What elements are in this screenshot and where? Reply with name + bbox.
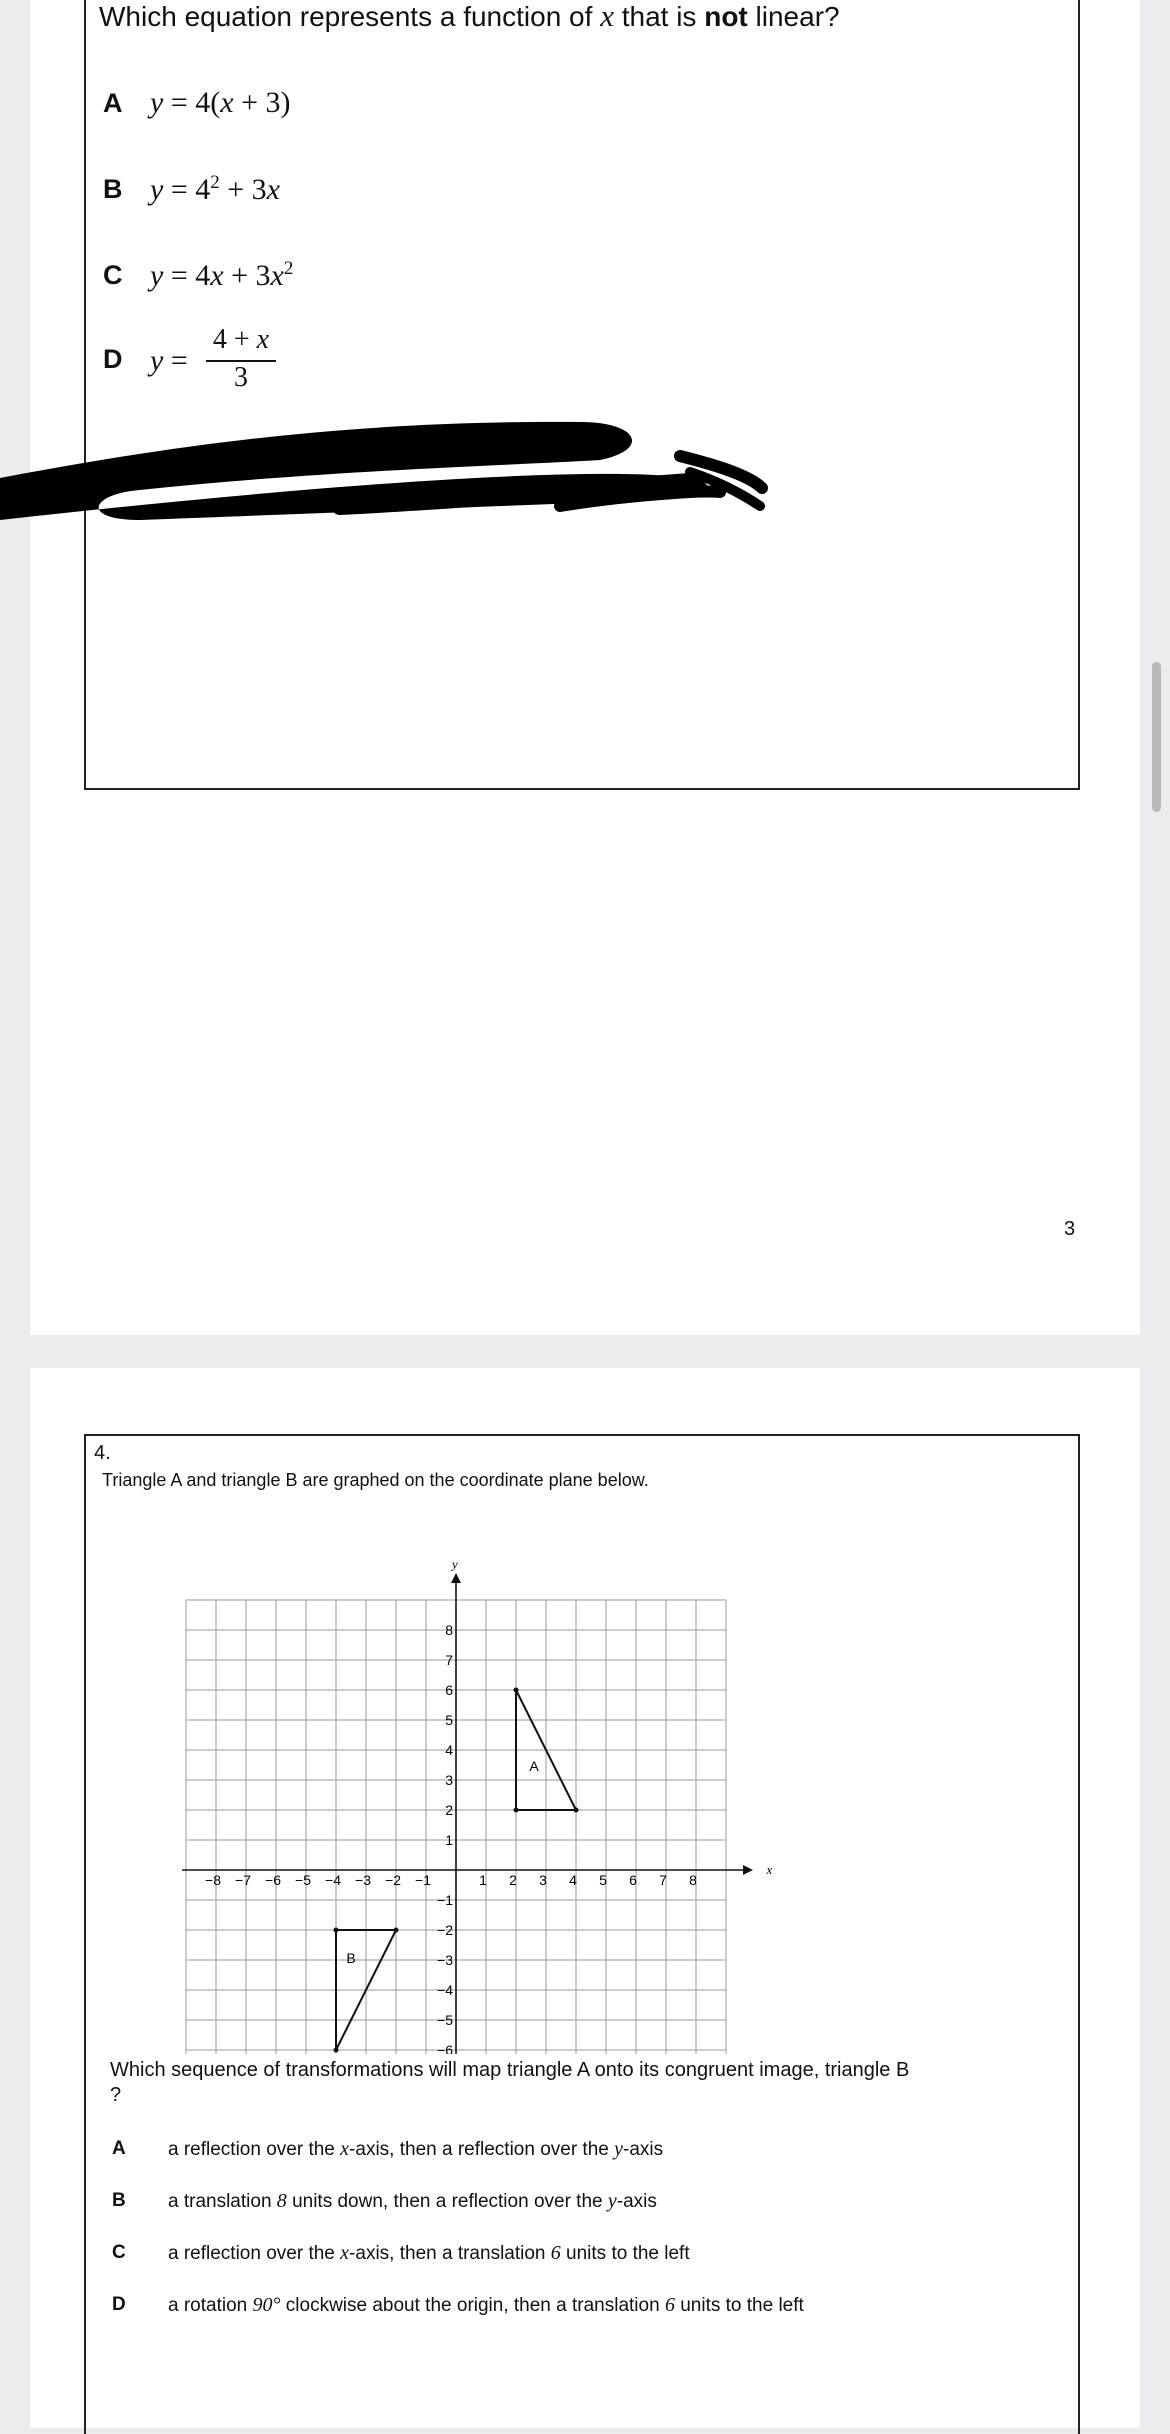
triangle-b-label: B — [346, 1950, 356, 1966]
option-b-equation: $y = 4^2 + 3x$ — [150, 172, 280, 206]
title-middle: that is — [613, 1, 705, 32]
y-tick-label: −1 — [437, 1892, 453, 1908]
x-tick-label: 3 — [539, 1872, 547, 1888]
option-a-equation: y = 4(x + 3) — [150, 86, 291, 119]
title-variable: x — [600, 0, 614, 33]
question-prompt: Which sequence of transformations will map triangle A onto its congruent image, triangle B ? — [110, 2059, 910, 2106]
y-tick-label: 1 — [445, 1832, 453, 1848]
answer-c-text: a reflection over the x-axis, then a translation 6 units to the left — [168, 2242, 690, 2264]
x-tick-label: 1 — [479, 1872, 487, 1888]
scrollbar-thumb[interactable] — [1152, 662, 1161, 812]
y-tick-label: 2 — [445, 1802, 453, 1818]
x-axis-label: x — [766, 1862, 773, 1877]
x-tick-label: 4 — [569, 1872, 577, 1888]
x-tick-label: −8 — [205, 1872, 221, 1888]
x-tick-label: −2 — [385, 1872, 401, 1888]
page-2 — [30, 1368, 1140, 2428]
answer-d-letter: D — [112, 2294, 126, 2315]
question-4-box — [84, 1434, 1080, 2434]
x-tick-label: −6 — [265, 1872, 281, 1888]
y-tick-label: 5 — [445, 1712, 453, 1728]
triangle-a-vertex — [574, 1808, 579, 1813]
y-tick-label: −6 — [437, 2042, 453, 2054]
x-tick-label: −4 — [325, 1872, 341, 1888]
question-3-box — [84, 0, 1080, 790]
x-tick-label: 7 — [659, 1872, 667, 1888]
answer-c-letter: C — [112, 2242, 126, 2263]
y-tick-label: 4 — [445, 1742, 453, 1758]
coordinate-plane — [182, 1554, 782, 2054]
x-tick-label: 6 — [629, 1872, 637, 1888]
y-tick-label: −4 — [437, 1982, 453, 1998]
x-axis-arrow-right — [743, 1865, 753, 1875]
answer-a-text: a reflection over the x-axis, then a reflection over the y-axis — [168, 2138, 664, 2160]
answer-b-text: a translation 8 units down, then a reflection over the y-axis — [168, 2190, 657, 2212]
y-tick-label: 8 — [445, 1622, 453, 1638]
answer-a-letter: A — [112, 2138, 126, 2159]
answer-d-text: a rotation 90° clockwise about the origin, then a translation 6 units to the left — [168, 2294, 804, 2316]
y-tick-label: −5 — [437, 2012, 453, 2028]
answer-b-letter: B — [112, 2190, 126, 2211]
x-tick-label: 2 — [509, 1872, 517, 1888]
title-emphasis: not — [704, 1, 748, 32]
y-tick-label: −2 — [437, 1922, 453, 1938]
triangle-b-vertex — [334, 1928, 339, 1933]
y-tick-label: −3 — [437, 1952, 453, 1968]
page-number: 3 — [1064, 1218, 1076, 1240]
tick-labels — [205, 1622, 697, 2054]
y-tick-label: 6 — [445, 1682, 453, 1698]
axes — [182, 1557, 773, 2055]
y-tick-label: 3 — [445, 1772, 453, 1788]
option-d-lhs: y = — [150, 344, 188, 377]
question-3-title — [99, 0, 840, 34]
option-c-letter: C — [103, 260, 123, 290]
option-d-letter: D — [103, 344, 123, 374]
option-b-letter: B — [103, 174, 123, 204]
x-tick-label: 8 — [689, 1872, 697, 1888]
question-number: 4. — [94, 1442, 111, 1464]
page-1 — [30, 0, 1140, 1335]
triangle-a-vertex — [514, 1688, 519, 1693]
y-tick-label: 7 — [445, 1652, 453, 1668]
title-suffix: linear? — [747, 1, 840, 32]
y-axis-arrow-up — [451, 1573, 461, 1583]
redaction-scribble — [0, 410, 780, 530]
triangle-b-vertex — [334, 2048, 339, 2053]
question-intro: Triangle A and triangle B are graphed on the coordinate plane below. — [102, 1470, 649, 1490]
triangle-a-label: A — [529, 1758, 539, 1774]
y-axis-label: y — [452, 1556, 458, 1572]
triangle-a-vertex — [514, 1808, 519, 1813]
option-c-equation: $y = 4x + 3x^2$ — [150, 258, 294, 292]
x-tick-label: −1 — [415, 1872, 431, 1888]
option-d-fraction: $\frac{4 + x}{3}$ — [206, 324, 276, 394]
triangle-b-vertex — [394, 1928, 399, 1933]
x-tick-label: −3 — [355, 1872, 371, 1888]
x-tick-label: −7 — [235, 1872, 251, 1888]
x-tick-label: 5 — [599, 1872, 607, 1888]
x-tick-label: −5 — [295, 1872, 311, 1888]
title-prefix: Which equation represents a function of — [99, 1, 601, 32]
option-a-letter: A — [103, 88, 123, 118]
